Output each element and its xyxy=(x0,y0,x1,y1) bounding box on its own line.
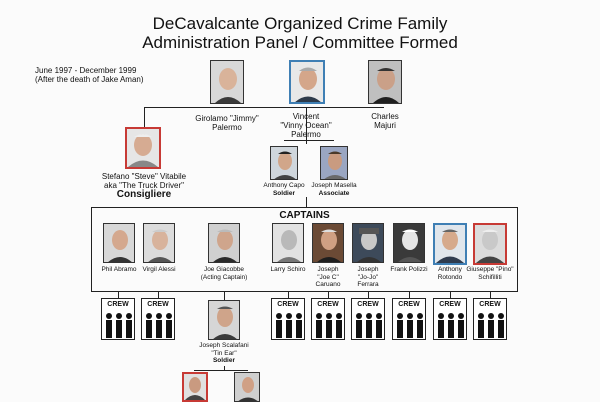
portrait-stefano-vitabile xyxy=(125,127,161,169)
panel-member-1-name: Girolamo "Jimmy" Palermo xyxy=(195,114,259,132)
portrait-larry-schiro xyxy=(272,223,304,263)
portrait-joe-giacobbe xyxy=(208,223,240,263)
consigliere-name: Stefano "Steve" Vitabile aka "The Truck Driver" Consigliere xyxy=(101,172,187,200)
portrait-joseph-masella xyxy=(320,146,348,180)
period-dates: June 1997 - December 1999 xyxy=(35,66,137,75)
portrait-vincent-palermo xyxy=(289,60,325,104)
captain-5-name: Joseph "Joe C" Caruano xyxy=(315,266,341,288)
panel-connector-line xyxy=(144,107,384,108)
page-title-line2: Administration Panel / Committee Formed xyxy=(142,33,458,52)
captain-7-name: Frank Polizzi xyxy=(390,266,428,273)
crew-box-2: CREW xyxy=(141,298,175,340)
panel-member-2-name: Vincent "Vinny Ocean" Palermo xyxy=(280,112,332,139)
portrait-phil-abramo xyxy=(103,223,135,263)
page-title-line1: DeCavalcante Organized Crime Family xyxy=(152,14,448,33)
captains-title: CAPTAINS xyxy=(279,210,330,221)
consigliere-drop-line xyxy=(144,107,145,127)
captain-6-name: Joseph "Jo-Jo" Ferrara xyxy=(357,266,379,288)
captain-8-name: Anthony Rotondo xyxy=(437,266,463,281)
crew-box-4: CREW xyxy=(271,298,305,340)
captain-3-name: Joe Giacobbe (Acting Captain) xyxy=(200,266,248,281)
bottom-connector-horizontal xyxy=(194,370,248,371)
captain-9-name: Giuseppe "Pino" Schifilliti xyxy=(466,266,514,281)
anthony-capo-label: Anthony Capo Soldier xyxy=(263,182,305,197)
captain-1-name: Phil Abramo xyxy=(101,266,137,273)
soldier-connector xyxy=(224,292,225,300)
crew-box-6: CREW xyxy=(351,298,385,340)
crew-box-1: CREW xyxy=(101,298,135,340)
portrait-joseph-caruano xyxy=(312,223,344,263)
portrait-bottom-left xyxy=(182,372,208,402)
portrait-joseph-ferrara xyxy=(352,223,384,263)
portrait-giuseppe-schifilliti xyxy=(473,223,507,265)
joseph-masella-label: Joseph Masella Associate xyxy=(311,182,357,197)
portrait-frank-polizzi xyxy=(393,223,425,263)
portrait-anthony-rotondo xyxy=(433,223,467,265)
crew-box-7: CREW xyxy=(392,298,426,340)
crew-box-9: CREW xyxy=(473,298,507,340)
captain-4-name: Larry Schiro xyxy=(270,266,306,273)
vincent-staff-line xyxy=(284,140,334,141)
portrait-joseph-scalafani xyxy=(208,300,240,340)
portrait-charles-majuri xyxy=(368,60,402,104)
portrait-girolamo-palermo xyxy=(210,60,244,104)
panel-member-3-name: Charles Majuri xyxy=(371,112,399,130)
captains-drop-line xyxy=(306,197,307,207)
period-note: (After the death of Jake Aman) xyxy=(35,75,144,84)
crew-box-5: CREW xyxy=(311,298,345,340)
portrait-virgil-alessi xyxy=(143,223,175,263)
portrait-bottom-right xyxy=(234,372,260,402)
crew-box-8: CREW xyxy=(433,298,467,340)
soldier-scalafani-label: Joseph Scalafani "Tin Ear" Soldier xyxy=(199,342,249,364)
portrait-anthony-capo xyxy=(270,146,298,180)
captain-2-name: Virgil Alessi xyxy=(142,266,176,273)
